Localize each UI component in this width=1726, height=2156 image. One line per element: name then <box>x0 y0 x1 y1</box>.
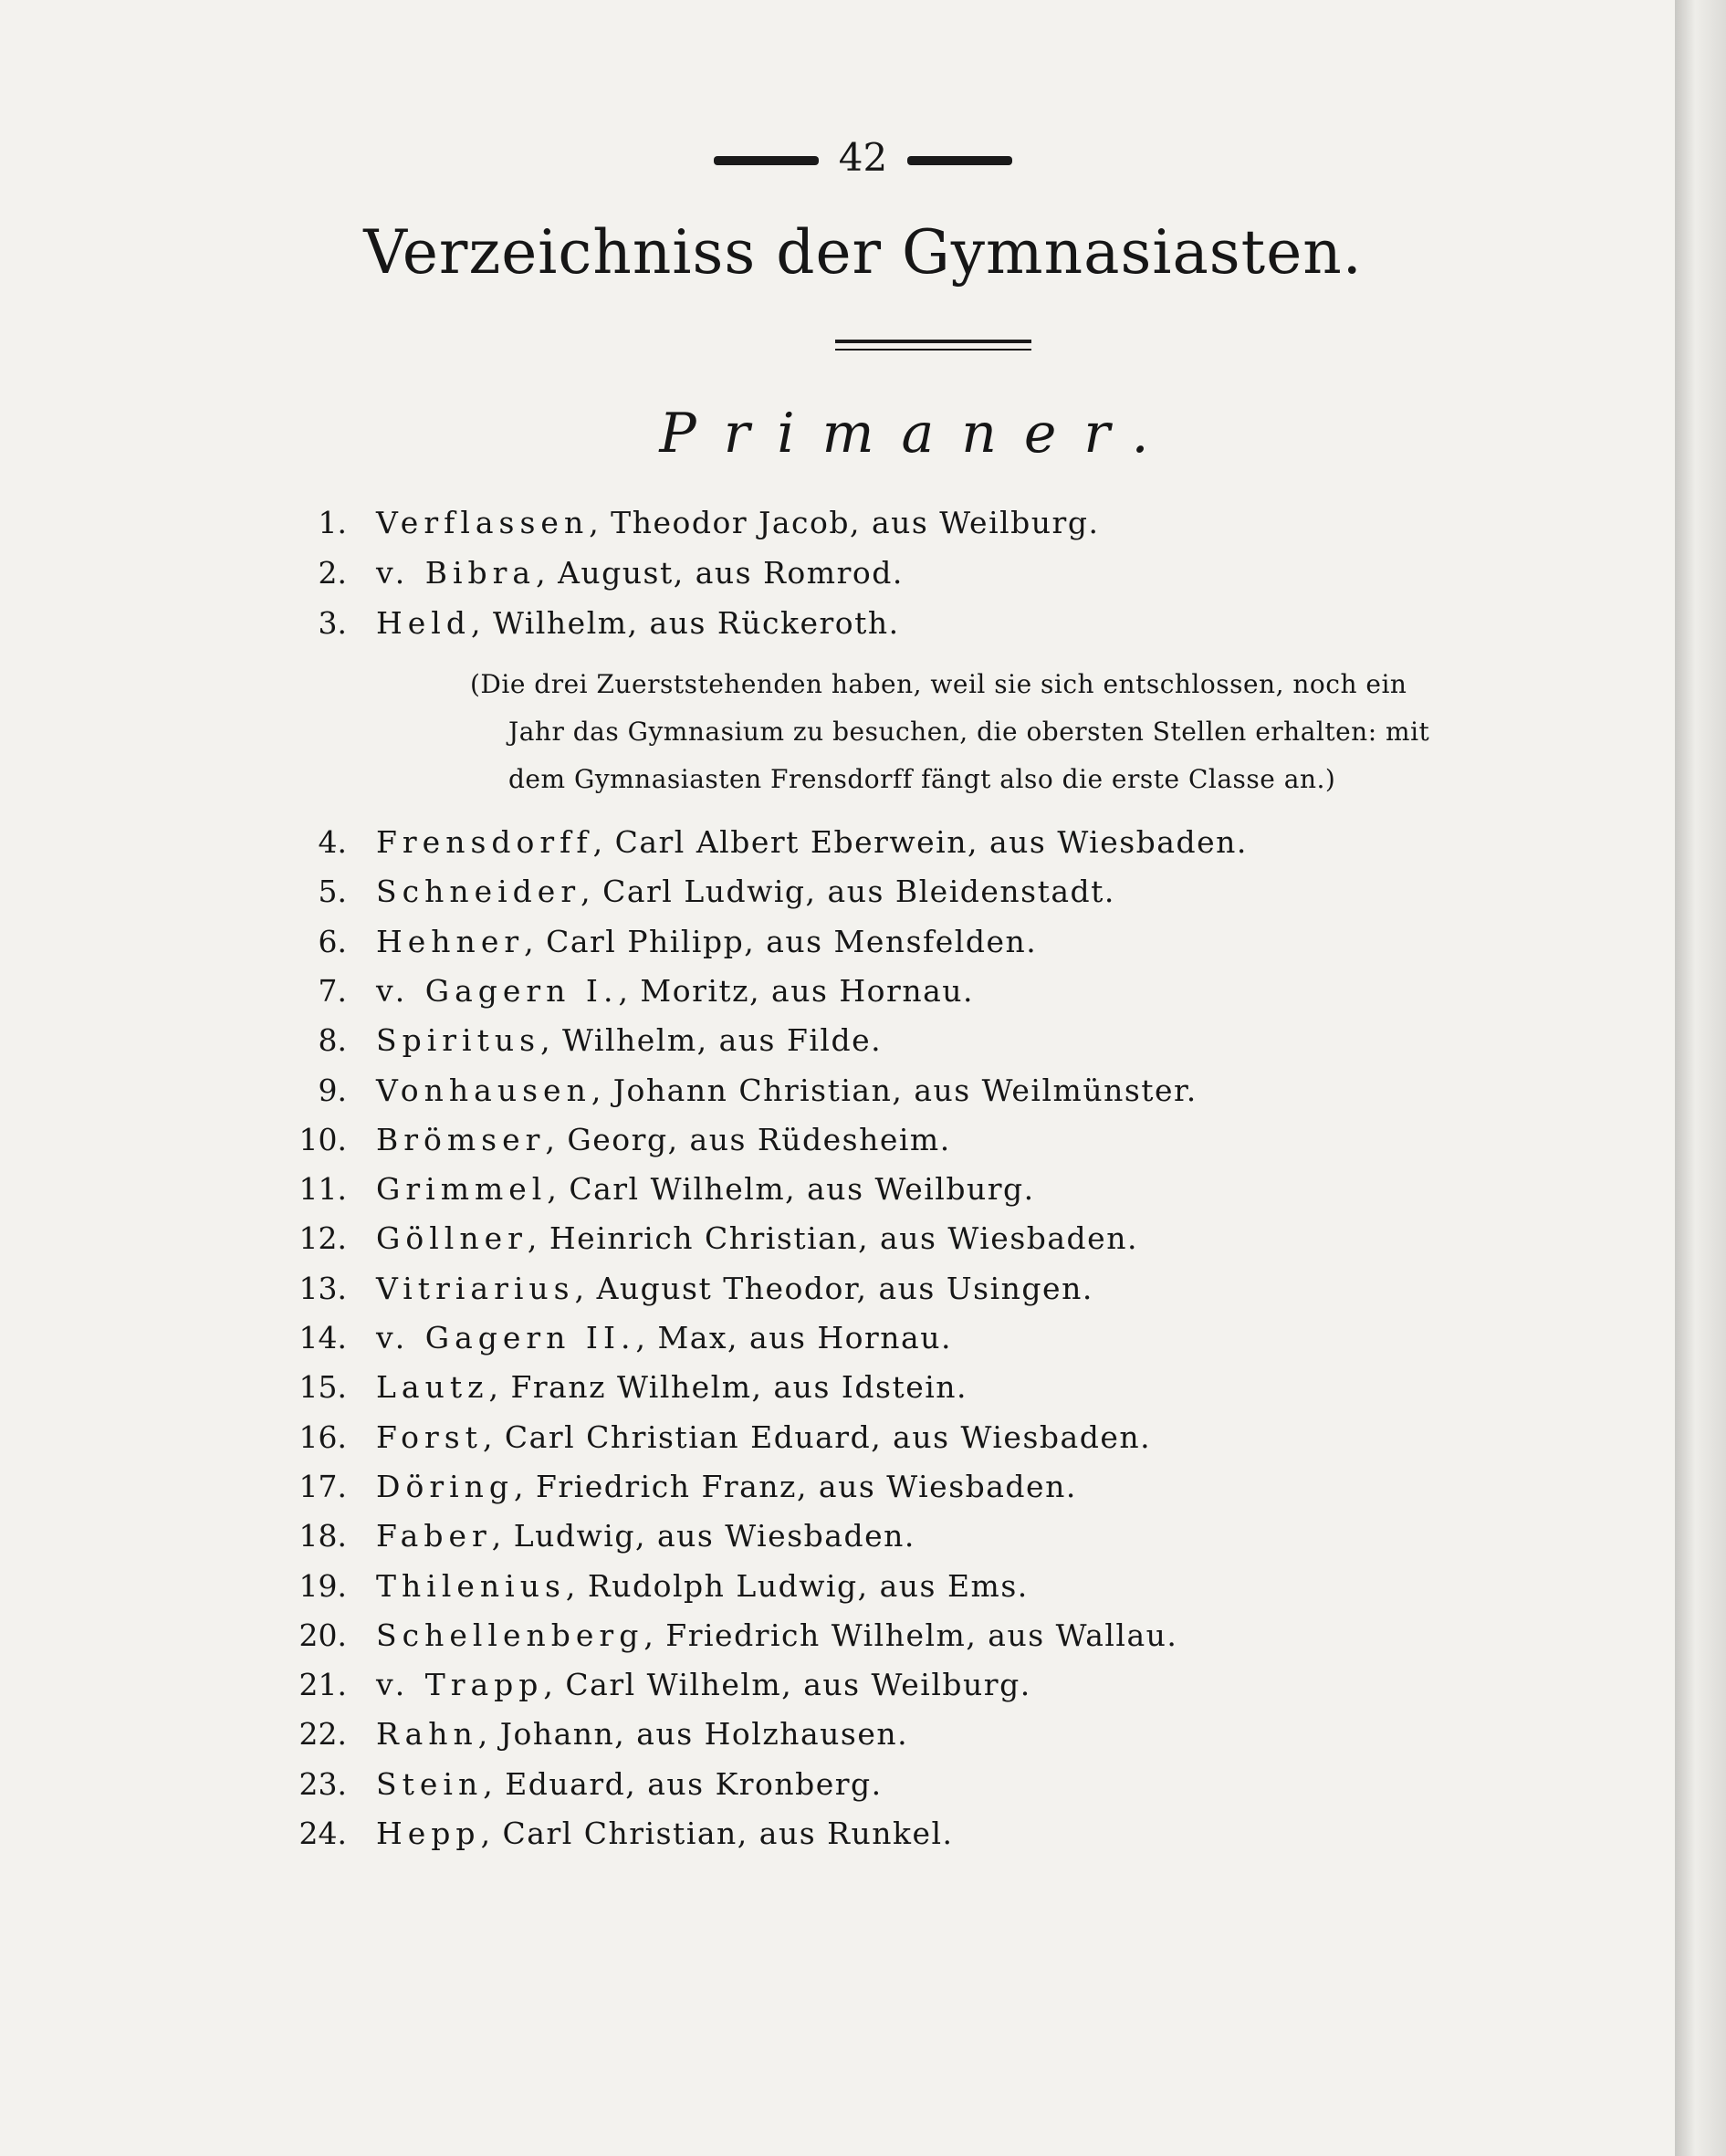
entry-number: 4. <box>318 824 347 860</box>
entry-surname: Göllner <box>376 1220 528 1256</box>
entry-surname: Faber <box>376 1518 492 1554</box>
entry-number: 1. <box>318 505 347 540</box>
entry-text <box>376 1320 952 1355</box>
entry-details: , Moritz, aus Hornau. <box>618 973 974 1009</box>
entry-surname: Frensdorff <box>376 824 593 860</box>
entry-number: 22. <box>298 1716 347 1752</box>
entry-surname: v. Bibra <box>376 555 537 591</box>
page-title: Verzeichniss der Gymnasiasten. <box>363 217 1363 288</box>
entry-number: 5. <box>318 874 347 909</box>
entry-surname: Grimmel <box>376 1171 548 1207</box>
entry-details: , Carl Philipp, aus Mensfelden. <box>524 924 1038 959</box>
entry-number: 18. <box>298 1518 347 1554</box>
entry-number: 21. <box>298 1667 347 1702</box>
entry-details: , Georg, aus Rüdesheim. <box>545 1122 951 1157</box>
footnote-line-2: Jahr das Gymnasium zu besuchen, die obersten Stellen erhalten: mit <box>508 717 1430 747</box>
entry-details: , Carl Ludwig, aus Bleidenstadt. <box>581 874 1115 909</box>
entry-number: 10. <box>298 1122 347 1157</box>
entry-surname: Forst <box>376 1419 483 1455</box>
entry-details: , Eduard, aus Kronberg. <box>483 1766 883 1802</box>
entry-text <box>376 1022 882 1058</box>
entry-details: , Friedrich Franz, aus Wiesbaden. <box>514 1469 1077 1504</box>
entry-text <box>376 1271 1093 1306</box>
entry-surname: Döring <box>376 1469 515 1504</box>
entry-details: , Rudolph Ludwig, aus Ems. <box>565 1568 1029 1604</box>
entry-surname: Held <box>376 605 471 641</box>
entry-text <box>376 1369 968 1405</box>
entry-text <box>376 924 1037 959</box>
entry-details: , August, aus Romrod. <box>536 555 904 591</box>
entry-details: , Ludwig, aus Wiesbaden. <box>491 1518 915 1554</box>
entry-text <box>376 973 974 1009</box>
entry-number: 24. <box>298 1816 347 1851</box>
entry-number: 12. <box>298 1220 347 1256</box>
entry-surname: Vitriarius <box>376 1271 575 1306</box>
entry-details: , Johann Christian, aus Weilmünster. <box>591 1073 1198 1108</box>
entry-details: , Carl Wilhelm, aus Weilburg. <box>543 1667 1031 1702</box>
entry-surname: Vonhausen <box>376 1073 591 1108</box>
entry-surname: Lautz <box>376 1369 489 1405</box>
entry-text <box>376 1716 908 1752</box>
entry-text <box>376 1469 1077 1504</box>
entry-details: , Wilhelm, aus Filde. <box>540 1022 883 1058</box>
entry-text <box>376 605 900 641</box>
entry-text <box>376 1171 1035 1207</box>
entry-surname: Thilenius <box>376 1568 566 1604</box>
title-rule-bottom <box>835 349 1031 351</box>
entry-text <box>376 824 1248 860</box>
entry-number: 14. <box>298 1320 347 1355</box>
entry-details: , Carl Christian, aus Runkel. <box>480 1816 954 1851</box>
entry-details: , August Theodor, aus Usingen. <box>574 1271 1093 1306</box>
entry-number: 19. <box>298 1568 347 1604</box>
entry-surname: v. Gagern I. <box>376 973 619 1009</box>
entry-details: , Johann, aus Holzhausen. <box>477 1716 909 1752</box>
entry-number: 11. <box>298 1171 347 1207</box>
entry-surname: Rahn <box>376 1716 478 1752</box>
entry-surname: Spiritus <box>376 1022 541 1058</box>
entry-surname: Verflassen <box>376 505 590 540</box>
entry-number: 7. <box>318 973 347 1009</box>
entry-number: 8. <box>318 1022 347 1058</box>
entry-details: , Heinrich Christian, aus Wiesbaden. <box>527 1220 1138 1256</box>
entry-surname: v. Gagern II. <box>376 1320 636 1355</box>
entry-text <box>376 1568 1029 1604</box>
entry-number: 9. <box>318 1073 347 1108</box>
footnote-line-1: (Die drei Zuerststehenden haben, weil sie sich entschlossen, noch ein <box>470 669 1407 699</box>
entry-text <box>376 1816 954 1851</box>
page-number-header <box>0 135 1726 180</box>
entry-surname: Brömser <box>376 1122 546 1157</box>
entry-surname: Schneider <box>376 874 581 909</box>
entry-surname: Hehner <box>376 924 525 959</box>
entry-text <box>376 1220 1138 1256</box>
entry-details: , Carl Albert Eberwein, aus Wiesbaden. <box>592 824 1248 860</box>
entry-number: 15. <box>298 1369 347 1405</box>
entry-number: 17. <box>298 1469 347 1504</box>
footnote <box>470 661 1574 803</box>
entry-text <box>376 1766 883 1802</box>
entry-details: , Friedrich Wilhelm, aus Wallau. <box>643 1617 1178 1653</box>
entry-number: 13. <box>298 1271 347 1306</box>
entry-details: , Wilhelm, aus Rückeroth. <box>471 605 900 641</box>
entry-number: 3. <box>318 605 347 641</box>
entry-surname: Schellenberg <box>376 1617 644 1653</box>
entry-surname: Hepp <box>376 1816 481 1851</box>
entry-number: 6. <box>318 924 347 959</box>
entry-details: , Carl Wilhelm, aus Weilburg. <box>547 1171 1035 1207</box>
entry-text <box>376 1419 1151 1455</box>
entry-text <box>376 1122 951 1157</box>
page-gutter <box>1675 0 1726 2156</box>
entry-text <box>376 505 1099 540</box>
entry-text <box>376 1518 915 1554</box>
entry-details: , Theodor Jacob, aus Weilburg. <box>589 505 1100 540</box>
entry-details: , Max, aus Hornau. <box>635 1320 952 1355</box>
entry-number: 16. <box>298 1419 347 1455</box>
entry-text <box>376 1667 1031 1702</box>
entry-surname: v. Trapp <box>376 1667 544 1702</box>
footnote-line-3: dem Gymnasiasten Frensdorff fängt also die erste Classe an.) <box>508 764 1336 794</box>
entry-details: , Franz Wilhelm, aus Idstein. <box>488 1369 968 1405</box>
title-rule-top <box>835 340 1031 343</box>
entry-text <box>376 874 1115 909</box>
entry-number: 23. <box>298 1766 347 1802</box>
entry-text <box>376 555 904 591</box>
entry-surname: Stein <box>376 1766 484 1802</box>
entry-text <box>376 1617 1177 1653</box>
entry-number: 2. <box>318 555 347 591</box>
header-dash-left <box>714 156 819 165</box>
header-dash-right <box>907 156 1012 165</box>
entry-text <box>376 1073 1198 1108</box>
section-heading: Primaner. <box>659 402 1177 466</box>
page-number: 42 <box>838 135 888 180</box>
entry-number: 20. <box>298 1617 347 1653</box>
entry-details: , Carl Christian Eduard, aus Wiesbaden. <box>482 1419 1152 1455</box>
